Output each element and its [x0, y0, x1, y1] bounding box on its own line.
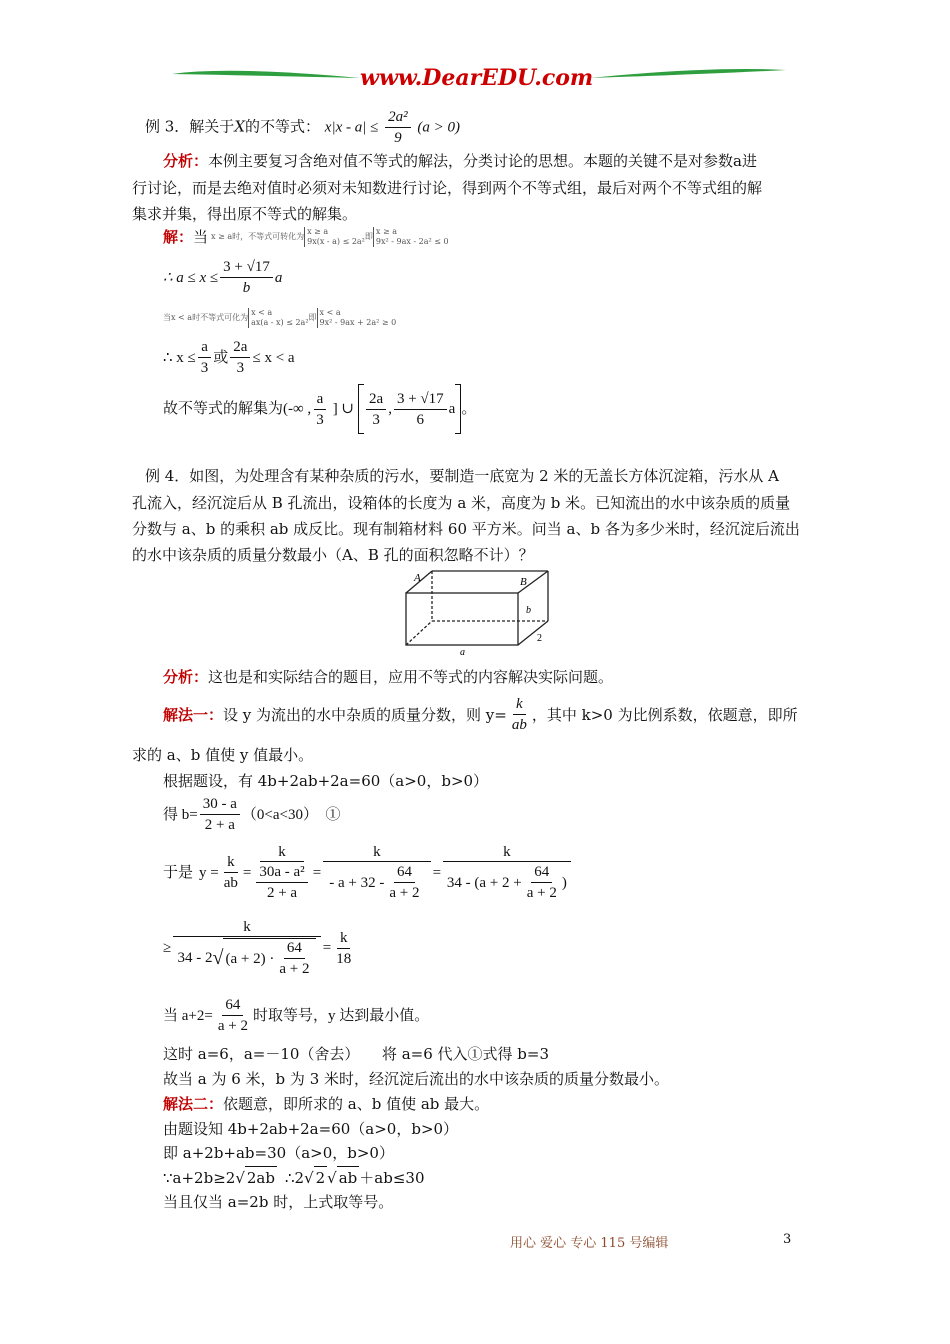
ex3-case1-sys1b: 9x(x - a) ≤ 2a² — [307, 237, 365, 246]
ex4-problem-line1: 例 4．如图，为处理含有某种杂质的污水，要制造一底宽为 2 米的无盖长方体沉淀箱，污水从 A — [145, 467, 779, 485]
ex4-eq3: = — [432, 864, 442, 881]
ex4-f2n: k — [260, 843, 304, 862]
ex3-case1-small: x ≥ a时，不等式可转化为 — [211, 232, 305, 241]
ex3-final-d1: 3 — [316, 411, 324, 428]
ex4-eq4: = — [322, 940, 332, 956]
ex3-var-x: X — [234, 117, 245, 136]
ex3-analysis-line2: 行讨论，而是去绝对值时必须对未知数进行讨论，得到两个不等式组，最后对两个不等式组的解 — [132, 179, 763, 197]
ex4-y-eq: y = — [199, 864, 219, 881]
ex4-method2-line — [163, 1093, 489, 1115]
ex4-m2-line4: 当且仅当 a=2b 时，上式取等号。 — [163, 1193, 394, 1211]
ex4-b-frac — [200, 795, 240, 834]
ex4-m2-l3-sq3: ab — [337, 1166, 360, 1189]
ex3-solution-case1 — [163, 226, 449, 248]
ex4-f5d-n: 64 — [284, 939, 305, 959]
ex3-final-frac1 — [313, 390, 327, 429]
ex3-result2-frac1 — [198, 338, 212, 377]
ex4-problem-line2: 孔流入，经沉淀后从 B 孔流出，设箱体的长度为 a 米，高度为 b 米。已知流出的水中该杂质的质量 — [132, 494, 791, 512]
ex4-method1-line2: 求的 a、b 值使 y 值最小。 — [132, 746, 314, 764]
ex3-analysis-line1 — [163, 150, 757, 172]
ex3-analysis-label: 分析： — [163, 152, 209, 170]
ex4-f5d-pre: 34 - 2 — [177, 950, 213, 966]
ex4-analysis-label: 分析： — [163, 668, 209, 686]
ex3-final-d2: 3 — [372, 411, 380, 428]
ex3-sol-when: 当 — [193, 228, 209, 246]
ex3-final-n1: a — [314, 390, 327, 410]
ex4-f1d: ab — [223, 875, 238, 891]
right-swoosh — [590, 69, 786, 78]
ex4-f3d-d: a + 2 — [389, 885, 420, 901]
ex4-eqcond-post: 时取等号，y 达到最小值。 — [252, 1007, 430, 1024]
ex4-result-frac — [333, 929, 354, 968]
ex3-case2-sys2b: 9x² - 9ax + 2a² ≥ 0 — [319, 318, 397, 327]
box-front-face — [406, 593, 518, 645]
ex3-title-line — [145, 108, 460, 147]
ex3-solution-label: 解： — [163, 228, 194, 246]
ex4-b-expression — [163, 795, 340, 834]
ex4-eq1: = — [242, 864, 252, 881]
ex4-f4d-n: 64 — [531, 863, 552, 883]
ex4-eqcond-pre: 当 a+2= — [163, 1007, 213, 1024]
ex4-f2d-d: 2 + a — [266, 885, 298, 901]
ex4-b-post: （0<a<30） ① — [241, 806, 341, 823]
ex4-f3-denominator — [326, 862, 427, 902]
ex3-case2-mid: 即 — [308, 313, 317, 322]
ex4-ge: ≥ — [163, 940, 172, 956]
ex4-m2-l3-sq2: 2 — [314, 1166, 328, 1189]
ex3-case1-system1 — [304, 227, 365, 247]
ex3-final-d3: 6 — [416, 411, 425, 428]
ex3-final-left-bracket — [358, 384, 364, 434]
ex4-f3d-pre: - a + 32 - — [329, 874, 385, 891]
ex3-result1-rhs: a — [274, 269, 283, 286]
ex4-f3d-n: 64 — [394, 863, 415, 883]
ex4-eqcond-frac — [215, 996, 251, 1035]
ex4-f4n: k — [443, 843, 571, 862]
ex3-final-comma: , — [388, 401, 392, 417]
ex4-eqcond-n: 64 — [222, 996, 243, 1016]
ex4-f1n: k — [224, 853, 238, 873]
ex4-b-num: 30 - a — [200, 795, 240, 815]
ex4-f5-denominator: 34 - 2 √ (a + 2) · $\frac{64}{a + 2}$ — [175, 937, 320, 978]
ex3-result2-d1: 3 — [200, 360, 209, 376]
ex4-m2-line3: ∵a+2b≥2 √ 2ab ∴2 √ 2 √ ab ＋ab≤30 — [163, 1166, 424, 1189]
ex3-case1-mid: 即 — [364, 232, 373, 241]
ex4-f4d-post: ) — [561, 874, 567, 891]
figure-label-b: b — [526, 605, 531, 616]
ex4-analysis-text: 这也是和实际结合的题目，应用不等式的内容解决实际问题。 — [208, 668, 614, 686]
ex3-analysis-line3: 集求并集，得出原不等式的解集。 — [132, 205, 358, 223]
ex3-result2-n2: 2a — [230, 338, 250, 358]
ex4-inequality — [163, 918, 356, 978]
ex3-condition: (a > 0) — [417, 119, 461, 136]
ex4-f6d: 18 — [336, 950, 352, 967]
ex4-method2-text: 依题意，即所求的 a、b 值使 ab 最大。 — [223, 1095, 490, 1113]
ex4-problem-line3: 分数与 a、b 的乘积 ab 成反比。现有制箱材料 60 平方米。问当 a、b 各为多少米时，经沉淀后流出 — [132, 520, 800, 538]
figure-label-B: B — [520, 576, 527, 588]
ex4-given: 根据题设，有 4b+2ab+2a=60（a>0，b>0） — [163, 772, 489, 790]
ex3-result2-rhs: ≤ x < a — [252, 349, 295, 366]
ex3-case2-sys1b: ax(a - x) ≤ 2a² — [251, 318, 309, 327]
ex4-then: 这时 a=6，a=－10（舍去） 将 a=6 代入①式得 b=3 — [163, 1045, 549, 1063]
ex3-case1-sys2a: x ≥ a — [375, 227, 397, 236]
ex3-result2-n1: a — [198, 338, 211, 358]
ex3-result1-frac — [220, 258, 273, 297]
page-number: 3 — [783, 1232, 792, 1247]
ex3-case1-sys1a: x ≥ a — [307, 227, 329, 236]
ex4-f3n: k — [323, 843, 431, 862]
ex3-title2: 的不等式： — [245, 117, 321, 136]
ex4-m2-line1: 由题设知 4b+2ab+2a=60（a>0，b>0） — [163, 1120, 459, 1138]
ex4-y-frac4 — [443, 843, 571, 902]
figure-label-A: A — [414, 572, 421, 584]
ex3-case2-sys1a: x < a — [251, 308, 273, 317]
ex3-final-end: 。 — [461, 401, 477, 417]
ex3-frac-den: 9 — [394, 130, 402, 146]
ex4-m2-l3-post: ＋ab≤30 — [359, 1168, 425, 1187]
ex4-f2-denominator — [253, 862, 310, 902]
ex4-y-frac2 — [253, 843, 310, 902]
ex3-final-n2: 2a — [366, 390, 386, 410]
ex3-case1-sys2b: 9x² - 9ax - 2a² ≤ 0 — [375, 237, 449, 246]
ex4-method1-k: k — [513, 695, 526, 715]
footer-slogan: 用心 爱心 专心 115 号编辑 — [510, 1236, 669, 1251]
ex4-problem-line4: 的水中该杂质的质量分数最小（A、B 孔的面积忽略不计）？ — [132, 546, 534, 564]
ex4-f4d-d: a + 2 — [526, 885, 557, 901]
left-swoosh — [172, 71, 360, 78]
ex3-final-text: 故不等式的解集为(-∞ , — [163, 401, 312, 417]
ex3-case2-small: 当x < a时不等式可化为 — [163, 313, 249, 322]
ex3-case2-sys2a: x < a — [319, 308, 341, 317]
ex4-y-frac3 — [323, 843, 431, 902]
box-hidden-bottom-left — [406, 621, 432, 645]
ex4-ineq-frac — [173, 918, 321, 978]
ex4-f5-radicand — [223, 938, 316, 978]
ex3-final — [163, 384, 476, 434]
ex4-m2-l3-mid: ∴2 — [284, 1168, 305, 1187]
ex4-method1-ab: ab — [511, 717, 527, 733]
ex4-method1-text1: 设 y 为流出的水中杂质的质量分数，则 y= — [223, 705, 507, 724]
ex3-result1-den: b — [242, 280, 251, 296]
ex3-frac-num: 2a² — [385, 108, 411, 128]
ex3-result2-frac2 — [230, 338, 250, 377]
ex4-f5d-d: a + 2 — [279, 961, 310, 977]
ex4-m2-l3-pre: ∵a+2b≥2 — [163, 1168, 236, 1187]
ex4-method2-label: 解法二： — [163, 1095, 224, 1113]
ex4-method1-line1 — [163, 695, 798, 734]
ex4-eqcond-d: a + 2 — [217, 1018, 248, 1034]
ex3-final-a: a — [448, 401, 456, 417]
figure-label-a: a — [460, 647, 465, 657]
box-edge-bottom-right — [518, 621, 548, 645]
ex3-fraction — [385, 108, 411, 147]
ex3-case2-system2 — [317, 308, 397, 328]
ex3-inequality-lhs: x|x - a| ≤ — [324, 119, 379, 136]
figure-label-2: 2 — [537, 633, 542, 644]
ex4-f4-denominator — [444, 862, 570, 902]
ex4-f5d-sq: (a + 2) · — [225, 950, 275, 967]
ex3-case2-system1 — [248, 308, 308, 328]
ex4-f5n: k — [173, 918, 321, 937]
ex4-y-derivation — [163, 843, 573, 902]
ex3-final-frac2 — [366, 390, 386, 429]
ex3-title: 例 3．解关于 — [145, 117, 235, 136]
ex3-final-union: ] ∪ — [332, 401, 355, 417]
ex3-final-n3: 3 + √17 — [394, 390, 447, 410]
ex3-result2-lhs: ∴ x ≤ — [163, 349, 196, 366]
ex4-m2-l3-sq1: 2ab — [245, 1166, 277, 1189]
ex4-y-pre: 于是 — [163, 864, 194, 881]
sedimentation-box-figure — [398, 565, 560, 657]
ex4-b-pre: 得 b= — [163, 806, 198, 823]
ex4-y-frac1 — [221, 853, 241, 892]
site-name[interactable]: www.DearEDU.com — [360, 65, 594, 91]
ex3-result1 — [163, 258, 282, 297]
ex4-f6n: k — [337, 929, 351, 949]
ex4-method1-text2: ，其中 k>0 为比例系数，依题意，即所 — [531, 705, 798, 724]
ex3-analysis-text-0: 本例主要复习含绝对值不等式的解法，分类讨论的思想。本题的关键不是对参数a进 — [208, 152, 757, 170]
ex4-therefore: 故当 a 为 6 米，b 为 3 米时，经沉淀后流出的水中该杂质的质量分数最小。 — [163, 1070, 670, 1088]
ex4-method1-label: 解法一： — [163, 705, 224, 724]
ex3-result1-num: 3 + √17 — [220, 258, 273, 278]
ex3-case1-system2 — [373, 227, 449, 247]
ex4-method1-frac — [509, 695, 530, 734]
ex4-f2d-n: 30a - a² — [256, 863, 307, 883]
ex3-solution-case2 — [163, 308, 396, 328]
ex3-result2-d2: 3 — [236, 360, 245, 376]
ex4-f4d-pre: 34 - (a + 2 + — [446, 874, 522, 891]
ex3-final-frac3 — [394, 390, 447, 429]
ex3-result2 — [163, 338, 295, 377]
ex4-analysis — [163, 666, 613, 688]
ex4-b-den: 2 + a — [204, 817, 235, 833]
ex4-eq2: = — [312, 864, 322, 881]
ex4-equality-condition — [163, 996, 429, 1035]
ex4-m2-line2: 即 a+2b+ab=30（a>0，b>0） — [163, 1144, 394, 1162]
ex3-result2-or: 或 — [213, 349, 229, 366]
ex3-result1-lhs: ∴ a ≤ x ≤ — [163, 269, 219, 286]
